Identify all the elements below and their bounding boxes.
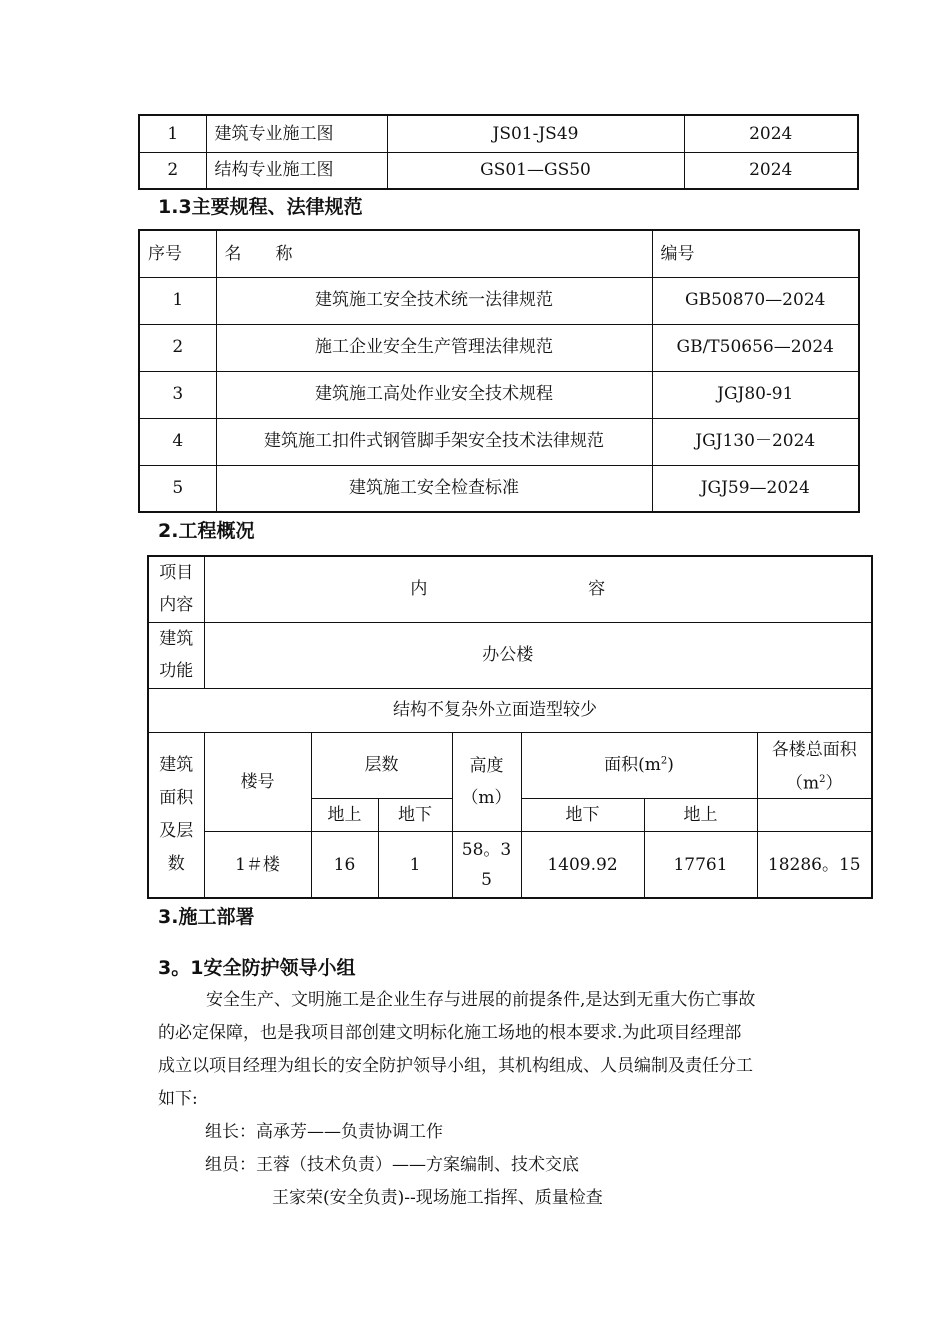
section-2-heading: 2.工程概况 — [158, 520, 255, 542]
regulation-name: 建筑施工高处作业安全技术规程 — [216, 371, 652, 418]
area-above-label: 地上 — [644, 799, 757, 832]
row-number: 5 — [139, 465, 216, 512]
height-value-line: 5 — [481, 869, 492, 890]
floors-label: 层数 — [311, 732, 452, 799]
regulation-name: 建筑施工扣件式钢管脚手架安全技术法律规范 — [216, 418, 652, 465]
height-label-line: 高度 — [469, 755, 504, 776]
regulation-name: 建筑施工安全技术统一法律规范 — [216, 277, 652, 324]
paragraph-line: 如下: — [158, 1089, 198, 1109]
area-above: 17761 — [644, 832, 757, 898]
team-member: 王家荣(安全负责)--现场施工指挥、质量检查 — [272, 1188, 603, 1208]
row-number: 2 — [139, 152, 206, 189]
area-label-line: 面积 — [159, 787, 194, 808]
item-label-line: 项目 — [159, 563, 194, 584]
regulation-code: GB/T50656—2024 — [652, 324, 859, 371]
height-value-line: 58。3 — [461, 839, 512, 860]
content-header — [204, 556, 872, 622]
drawing-name: 建筑专业施工图 — [206, 115, 387, 152]
building-height — [452, 832, 521, 898]
intro-paragraph — [158, 984, 848, 1116]
function-label-line: 功能 — [159, 661, 194, 681]
row-number: 2 — [139, 324, 216, 371]
item-label — [148, 556, 204, 622]
area-below: 1409.92 — [521, 832, 644, 898]
floors-above: 16 — [311, 832, 378, 898]
regulation-name: 施工企业安全生产管理法律规范 — [216, 324, 652, 371]
regulation-code: JGJ59—2024 — [652, 465, 859, 512]
total-area: 18286。15 — [757, 832, 872, 898]
row-number: 3 — [139, 371, 216, 418]
row-number: 1 — [139, 115, 206, 152]
total-area-unit-tail: ） — [825, 773, 843, 794]
regulation-code: JGJ80-91 — [652, 371, 859, 418]
paragraph-line: 的必定保障，也是我项目部创建文明标化施工场地的根本要求.为此项目经理部 — [158, 1023, 742, 1043]
area-label-line: 数 — [167, 853, 185, 874]
table-row — [148, 732, 872, 799]
team-leader: 组长：高承芳——负责协调工作 — [205, 1122, 443, 1142]
area-header-tail: ) — [667, 755, 674, 776]
structure-note: 结构不复杂外立面造型较少 — [148, 688, 872, 732]
area-header — [521, 732, 757, 799]
floors-below-label: 地下 — [378, 799, 452, 832]
regulation-code: JGJ130－2024 — [652, 418, 859, 465]
table-row — [139, 115, 858, 152]
drawing-year: 2024 — [684, 152, 858, 189]
building-no-label: 楼号 — [204, 732, 311, 832]
height-label-line: （m） — [461, 787, 512, 808]
table-row — [139, 277, 859, 324]
drawing-code: GS01—GS50 — [387, 152, 684, 189]
row-number: 1 — [139, 277, 216, 324]
row-number: 4 — [139, 418, 216, 465]
total-area-blank — [757, 799, 872, 832]
table-row — [139, 418, 859, 465]
regulations-table — [138, 229, 860, 513]
section-3-heading: 3.施工部署 — [158, 906, 255, 928]
drawing-code: JS01-JS49 — [387, 115, 684, 152]
building-no: 1＃楼 — [204, 832, 311, 898]
table-row — [139, 371, 859, 418]
content-header-char: 内 — [410, 579, 428, 600]
drawing-year: 2024 — [684, 115, 858, 152]
total-area-unit-text: （m — [786, 773, 820, 794]
function-label-line: 建筑 — [159, 629, 194, 649]
total-area-unit-sup: 2 — [819, 773, 826, 785]
overview-table — [147, 555, 873, 899]
floors-below: 1 — [378, 832, 452, 898]
section-1-3-heading: 1.3主要规程、法律规范 — [158, 196, 363, 218]
section-3-1-heading: 3。1安全防护领导小组 — [158, 957, 356, 979]
regulation-name: 建筑施工安全检查标准 — [216, 465, 652, 512]
total-area-label-line: 各楼总面积 — [771, 739, 857, 760]
header-code: 编号 — [652, 230, 859, 277]
area-label — [148, 732, 204, 898]
header-name: 名 称 — [216, 230, 652, 277]
table-row — [148, 832, 872, 898]
area-below-label: 地下 — [521, 799, 644, 832]
table-row — [139, 152, 858, 189]
team-member: 组员：王蓉（技术负责）——方案编制、技术交底 — [205, 1155, 579, 1175]
regulation-code: GB50870—2024 — [652, 277, 859, 324]
item-label-line: 内容 — [159, 595, 194, 616]
paragraph-line: 安全生产、文明施工是企业生存与进展的前提条件,是达到无重大伤亡事故 — [206, 990, 756, 1010]
function-label — [148, 622, 204, 688]
table-row — [139, 465, 859, 512]
area-unit-sup: 2 — [660, 755, 668, 767]
drawings-table — [138, 114, 859, 190]
table-row — [148, 556, 872, 622]
paragraph-line: 成立以项目经理为组长的安全防护领导小组，其机构组成、人员编制及责任分工 — [158, 1056, 753, 1076]
content-header-char: 容 — [588, 579, 606, 600]
drawing-name: 结构专业施工图 — [206, 152, 387, 189]
area-header-text: 面积(m — [604, 755, 661, 776]
table-row — [148, 622, 872, 688]
total-area-unit — [758, 765, 872, 799]
area-label-line: 建筑 — [159, 754, 194, 775]
table-header-row — [139, 230, 859, 277]
floors-above-label: 地上 — [311, 799, 378, 832]
total-area-label — [757, 732, 872, 799]
height-label — [452, 732, 521, 832]
function-value: 办公楼 — [204, 622, 872, 688]
area-label-line: 及层 — [159, 820, 194, 841]
header-no: 序号 — [139, 230, 216, 277]
table-row — [139, 324, 859, 371]
table-row — [148, 688, 872, 732]
